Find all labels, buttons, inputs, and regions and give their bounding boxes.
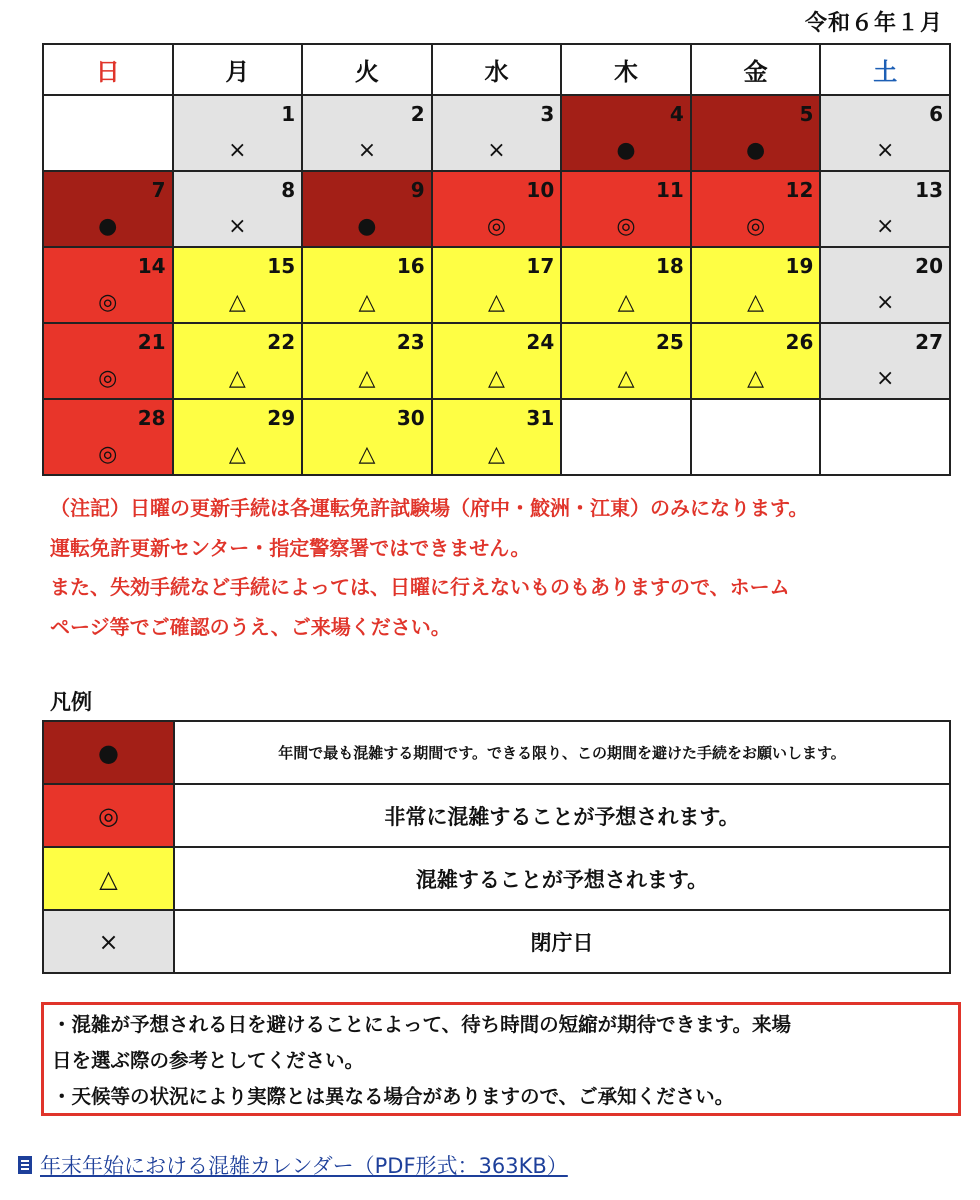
calendar-day-cell	[302, 399, 432, 475]
calendar-day-cell	[432, 95, 562, 171]
calendar-day-cell	[691, 95, 821, 171]
congestion-mark: △	[617, 290, 635, 315]
document-icon	[18, 1156, 32, 1174]
calendar-day-cell	[432, 247, 562, 323]
calendar-day-cell	[691, 399, 821, 475]
month-label: 令和６年１月	[804, 11, 943, 36]
day-number: 22	[267, 330, 296, 354]
weekday-header: 月	[173, 44, 303, 95]
calendar-day-cell	[432, 399, 562, 475]
note-line: また、失効手続など手続によっては、日曜に行えないものもありますので、ホーム	[50, 575, 790, 599]
congestion-mark: △	[358, 366, 376, 391]
congestion-mark: △	[228, 442, 246, 467]
day-number: 11	[655, 178, 684, 202]
note-line: 運転免許更新センター・指定警察署ではできません。	[50, 535, 531, 560]
info-line: 日を選ぶ際の参考としてください。	[52, 1049, 365, 1072]
legend-symbol: ●	[43, 721, 174, 784]
calendar-day-cell	[43, 399, 173, 475]
congestion-mark: ×	[875, 138, 895, 163]
congestion-mark: ●	[98, 214, 118, 239]
legend-description: 混雑することが予想されます。	[174, 847, 950, 910]
congestion-mark: ◎	[616, 214, 636, 239]
calendar-body	[43, 95, 950, 475]
congestion-mark: ●	[357, 214, 377, 239]
calendar-week-row	[43, 247, 950, 323]
weekday-header: 水	[432, 44, 562, 95]
calendar-day-cell	[561, 323, 691, 399]
day-number: 16	[396, 254, 425, 278]
calendar-day-cell	[302, 247, 432, 323]
day-number: 10	[526, 178, 555, 202]
day-number: 6	[929, 102, 943, 126]
day-number: 30	[396, 406, 425, 430]
legend-symbol: △	[43, 847, 174, 910]
note-line: （注記）日曜の更新手続は各運転免許試験場（府中・鮫洲・江東）のみになります。	[50, 496, 809, 520]
calendar-day-cell	[302, 95, 432, 171]
congestion-mark: ◎	[98, 290, 118, 315]
congestion-mark: △	[488, 290, 505, 315]
calendar-day-cell	[820, 171, 950, 247]
congestion-mark: ●	[745, 138, 766, 163]
legend-symbol: ◎	[43, 784, 174, 847]
day-number: 14	[137, 254, 166, 278]
day-number: 3	[540, 102, 555, 126]
day-number: 18	[655, 254, 684, 278]
day-number: 24	[526, 330, 555, 354]
congestion-mark: ×	[875, 290, 895, 315]
calendar-day-cell	[691, 247, 821, 323]
congestion-mark: △	[228, 366, 246, 391]
day-number: 19	[785, 254, 814, 278]
day-number: 21	[137, 330, 166, 354]
calendar-week-row	[43, 399, 950, 475]
calendar-day-cell	[691, 323, 821, 399]
day-number: 1	[281, 102, 296, 126]
calendar-day-cell	[820, 95, 950, 171]
congestion-mark: △	[747, 366, 765, 391]
weekday-header: 火	[302, 44, 432, 95]
calendar-day-cell	[173, 171, 303, 247]
day-number: 2	[410, 102, 425, 126]
calendar-day-cell	[43, 247, 173, 323]
congestion-mark: △	[488, 366, 505, 391]
day-number: 4	[669, 102, 684, 126]
congestion-mark: △	[358, 290, 376, 315]
congestion-mark: ◎	[745, 214, 766, 239]
congestion-mark: △	[617, 366, 635, 391]
day-number: 12	[785, 178, 814, 202]
day-number: 23	[396, 330, 425, 354]
day-number: 17	[526, 254, 555, 278]
calendar-day-cell	[302, 171, 432, 247]
weekday-header: 土	[820, 44, 950, 95]
calendar-day-cell	[173, 247, 303, 323]
calendar-day-cell	[820, 399, 950, 475]
day-number: 29	[267, 406, 296, 430]
legend-table	[42, 720, 951, 974]
legend-description: 非常に混雑することが予想されます。	[174, 784, 950, 847]
calendar-day-cell	[173, 323, 303, 399]
day-number: 15	[267, 254, 296, 278]
legend-row	[43, 847, 950, 910]
day-number: 13	[915, 178, 943, 202]
congestion-mark: ×	[487, 138, 506, 163]
calendar-day-cell	[173, 399, 303, 475]
pdf-download-link-row	[18, 1150, 568, 1180]
day-number: 26	[785, 330, 814, 354]
weekday-header-row	[43, 44, 950, 95]
calendar-day-cell	[820, 247, 950, 323]
day-number: 9	[410, 178, 425, 202]
weekday-header: 木	[561, 44, 691, 95]
day-number: 27	[915, 330, 943, 354]
day-number: 28	[137, 406, 166, 430]
congestion-mark: ×	[357, 138, 377, 163]
congestion-mark: △	[488, 442, 505, 467]
congestion-mark: ◎	[98, 442, 118, 467]
calendar-day-cell	[561, 399, 691, 475]
day-number: 5	[799, 102, 814, 126]
congestion-mark: ◎	[486, 214, 507, 239]
calendar-week-row	[43, 171, 950, 247]
congestion-mark: △	[358, 442, 376, 467]
congestion-mark: ◎	[98, 366, 118, 391]
congestion-mark: ×	[875, 214, 895, 239]
congestion-calendar	[42, 43, 951, 476]
calendar-day-cell	[43, 323, 173, 399]
day-number: 20	[915, 254, 943, 278]
calendar-week-row	[43, 323, 950, 399]
legend-description: 年間で最も混雑する期間です。できる限り、この期間を避けた手続をお願いします。	[174, 721, 950, 784]
congestion-mark: △	[228, 290, 246, 315]
calendar-day-cell	[561, 95, 691, 171]
congestion-mark: ×	[228, 138, 247, 163]
congestion-mark: ×	[875, 366, 895, 391]
calendar-day-cell	[173, 95, 303, 171]
note-line: ページ等でご確認のうえ、ご来場ください。	[50, 614, 451, 639]
weekday-header: 日	[43, 44, 173, 95]
calendar-day-cell	[432, 171, 562, 247]
pdf-download-link[interactable]: 年末年始における混雑カレンダー（PDF形式：363KB）	[40, 1154, 568, 1178]
info-box	[41, 1002, 961, 1116]
calendar-day-cell	[561, 247, 691, 323]
day-number: 8	[281, 178, 296, 202]
legend-row	[43, 721, 950, 784]
calendar-day-cell	[691, 171, 821, 247]
calendar-day-cell	[432, 323, 562, 399]
calendar-day-cell	[302, 323, 432, 399]
info-line: ・天候等の状況により実際とは異なる場合がありますので、ご承知ください。	[52, 1085, 735, 1108]
congestion-mark: ●	[616, 138, 636, 163]
calendar-day-cell	[43, 171, 173, 247]
day-number: 7	[151, 178, 166, 202]
congestion-mark: △	[747, 290, 765, 315]
legend-title: 凡例	[50, 690, 92, 714]
weekday-header: 金	[691, 44, 821, 95]
calendar-day-cell	[820, 323, 950, 399]
legend-symbol: ×	[43, 910, 174, 973]
legend-row	[43, 910, 950, 973]
calendar-day-cell	[43, 95, 173, 171]
day-number: 25	[655, 330, 684, 354]
legend-description: 閉庁日	[174, 910, 950, 973]
legend-row	[43, 784, 950, 847]
congestion-mark: ×	[228, 214, 247, 239]
info-line: ・混雑が予想される日を避けることによって、待ち時間の短縮が期待できます。来場	[52, 1013, 792, 1036]
notes	[50, 489, 950, 647]
calendar-week-row	[43, 95, 950, 171]
calendar-day-cell	[561, 171, 691, 247]
day-number: 31	[526, 406, 555, 430]
